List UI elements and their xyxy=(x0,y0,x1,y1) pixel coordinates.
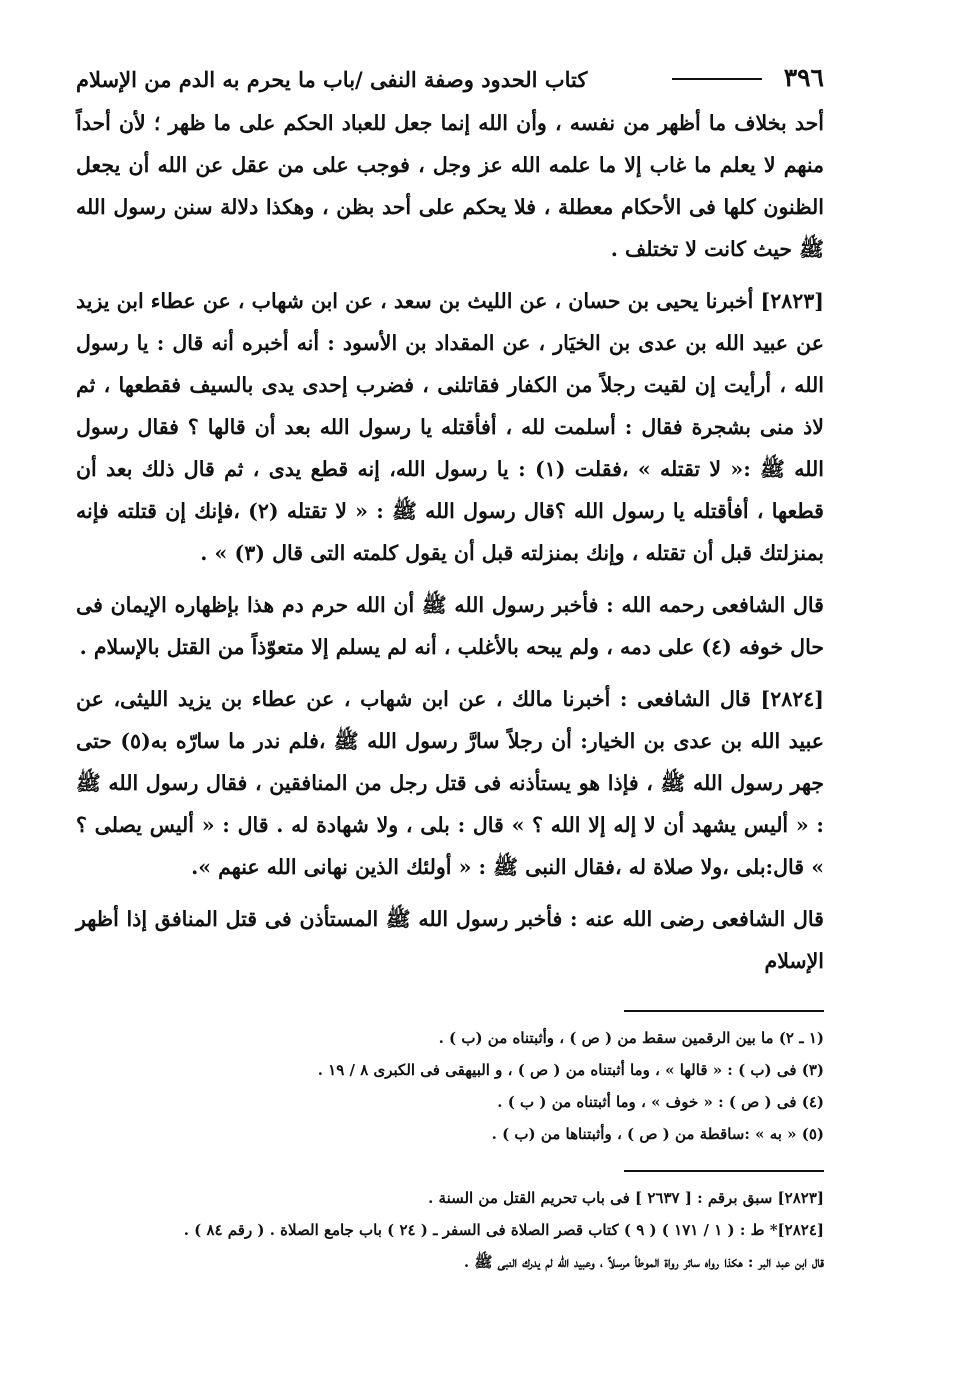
source-note: قال ابن عبد البر : هكذا رواه سائر رواة الموطأ مرسلاً ، وعبيد الله لم يدرك النبى ﷺ . xyxy=(463,1253,824,1271)
sources-separator xyxy=(624,1170,824,1172)
footnote: (٣) فى (ب ) : « قالها » ، وما أثبتناه من ( ص ) ، و البيهقى فى الكبرى ٨ / ١٩ . xyxy=(317,1061,824,1079)
header-rule xyxy=(672,78,762,80)
book-page xyxy=(76,56,824,1278)
main-text xyxy=(76,102,824,982)
paragraph-lead: قال الشافعى xyxy=(712,593,824,617)
page-number: ٣٩٦ xyxy=(783,63,824,92)
paragraph-hadith-2823 xyxy=(76,280,824,574)
running-title: كتاب الحدود وصفة النفى /باب ما يحرم به الدم من الإسلام xyxy=(76,67,588,92)
paragraph-shafii-comment xyxy=(76,898,824,982)
paragraph-lead: أخبرنا xyxy=(705,289,754,313)
footnote-separator xyxy=(624,1010,824,1012)
paragraph-shafii-comment xyxy=(76,584,824,668)
paragraph-text: يحيى بن حسان ، عن الليث بن سعد ، عن ابن شهاب ، عن عطاء ابن يزيد عن عبيد الله بن عدى بن الخيَار ، عن المقداد بن الأسود : أنه أخبره أنه قال : يا رسول الله ، أرأيت إن لقيت رجلاً من الكفار فقاتلنى ، فضرب إحدى يدى بالسيف فقطعها ، ثم لاذ منى بشجرة فقال : أسلمت لله ، أفأقتله يا رسول الله بعد أن قالها ؟ فقال رسول الله ﷺ :« لا تقتله » ،فقلت (١) : يا رسول الله، إنه قطع يدى ، ثم قال ذلك بعد أن قطعها ، أفأقتله يا رسول الله ؟قال رسول الله ﷺ : « لا تقتله (٢) ،فإنك إن قتلته فإنه بمنزلتك قبل أن تقتله ، وإنك بمنزلته قبل أن يقول كلمته التى قال (٣) » . xyxy=(76,289,824,565)
source-note: [٢٨٢٤]* ط : ( ١ / ١٧١ ) ( ٩ ) كتاب قصر الصلاة فى السفر ـ ( ٢٤ ) باب جامع الصلاة . ( رقم ٨٤ ) . xyxy=(183,1221,824,1239)
paragraph xyxy=(76,102,824,270)
footnote: (٥) « به » :ساقطة من ( ص ) ، وأثبتناها من (ب ) . xyxy=(491,1125,824,1143)
hadith-number: [٢٨٢٣] xyxy=(760,289,824,313)
paragraph-lead: قال الشافعى xyxy=(637,687,751,711)
footnote: (١ ـ ٢) ما بين الرقمين سقط من ( ص ) ، وأثبتناه من (ب ) . xyxy=(438,1029,824,1047)
hadith-number: [٢٨٢٤] xyxy=(760,687,824,711)
paragraph-lead: قال الشافعى xyxy=(712,907,824,931)
paragraph-text: رضى الله عنه : فأخبر رسول الله ﷺ المستأذن فى قتل المنافق إذا أظهر الإسلام xyxy=(76,907,824,973)
source-notes xyxy=(76,1182,824,1278)
paragraph-text: أحد بخلاف ما أظهر من نفسه ، وأن الله إنما جعل للعباد الحكم على ما ظهر ؛ لأن أحداً منهم لا يعلم ما غاب إلا ما علمه الله عز وجل ، فوجب على من عقل عن الله أن يجعل الظنون كلها فى الأحكام معطلة ، فلا يحكم على أحد بظن ، وهكذا دلالة سنن رسول الله ﷺ حيث كانت لا تختلف . xyxy=(76,111,824,261)
page-header xyxy=(76,56,824,92)
paragraph-text: رحمه الله : فأخبر رسول الله ﷺ أن الله حرم دم هذا بإظهاره الإيمان فى حال خوفه (٤) على دمه ، ولم يبحه بالأغلب ، أنه لم يسلم إلا متعوّذاً من القتل بالإسلام . xyxy=(76,593,824,659)
footnote: (٤) فى ( ص ) : « خوف » ، وما أثبتناه من ( ب ) . xyxy=(497,1093,824,1111)
source-note: [٢٨٢٣] سبق برقم : [ ٢٦٣٧ ] فى باب تحريم القتل من السنة . xyxy=(428,1189,824,1207)
footnotes xyxy=(76,1022,824,1150)
paragraph-text: : أخبرنا مالك ، عن ابن شهاب ، عن عطاء بن يزيد الليثى، عن عبيد الله بن عدى بن الخيار: أن رجلاً سارَّ رسول الله ﷺ ،فلم ندر ما سارّه به(٥) حتى جهر رسول الله ﷺ ، فإذا هو يستأذنه فى قتل رجل من المنافقين ، فقال رسول الله ﷺ : « أليس يشهد أن لا إله إلا الله ؟ » قال : بلى ، ولا شهادة له . قال : « أليس يصلى ؟ » قال:بلى ،ولا صلاة له ،فقال النبى ﷺ : « أولئك الذين نهانى الله عنهم ». xyxy=(76,687,824,879)
paragraph-hadith-2824 xyxy=(76,678,824,888)
